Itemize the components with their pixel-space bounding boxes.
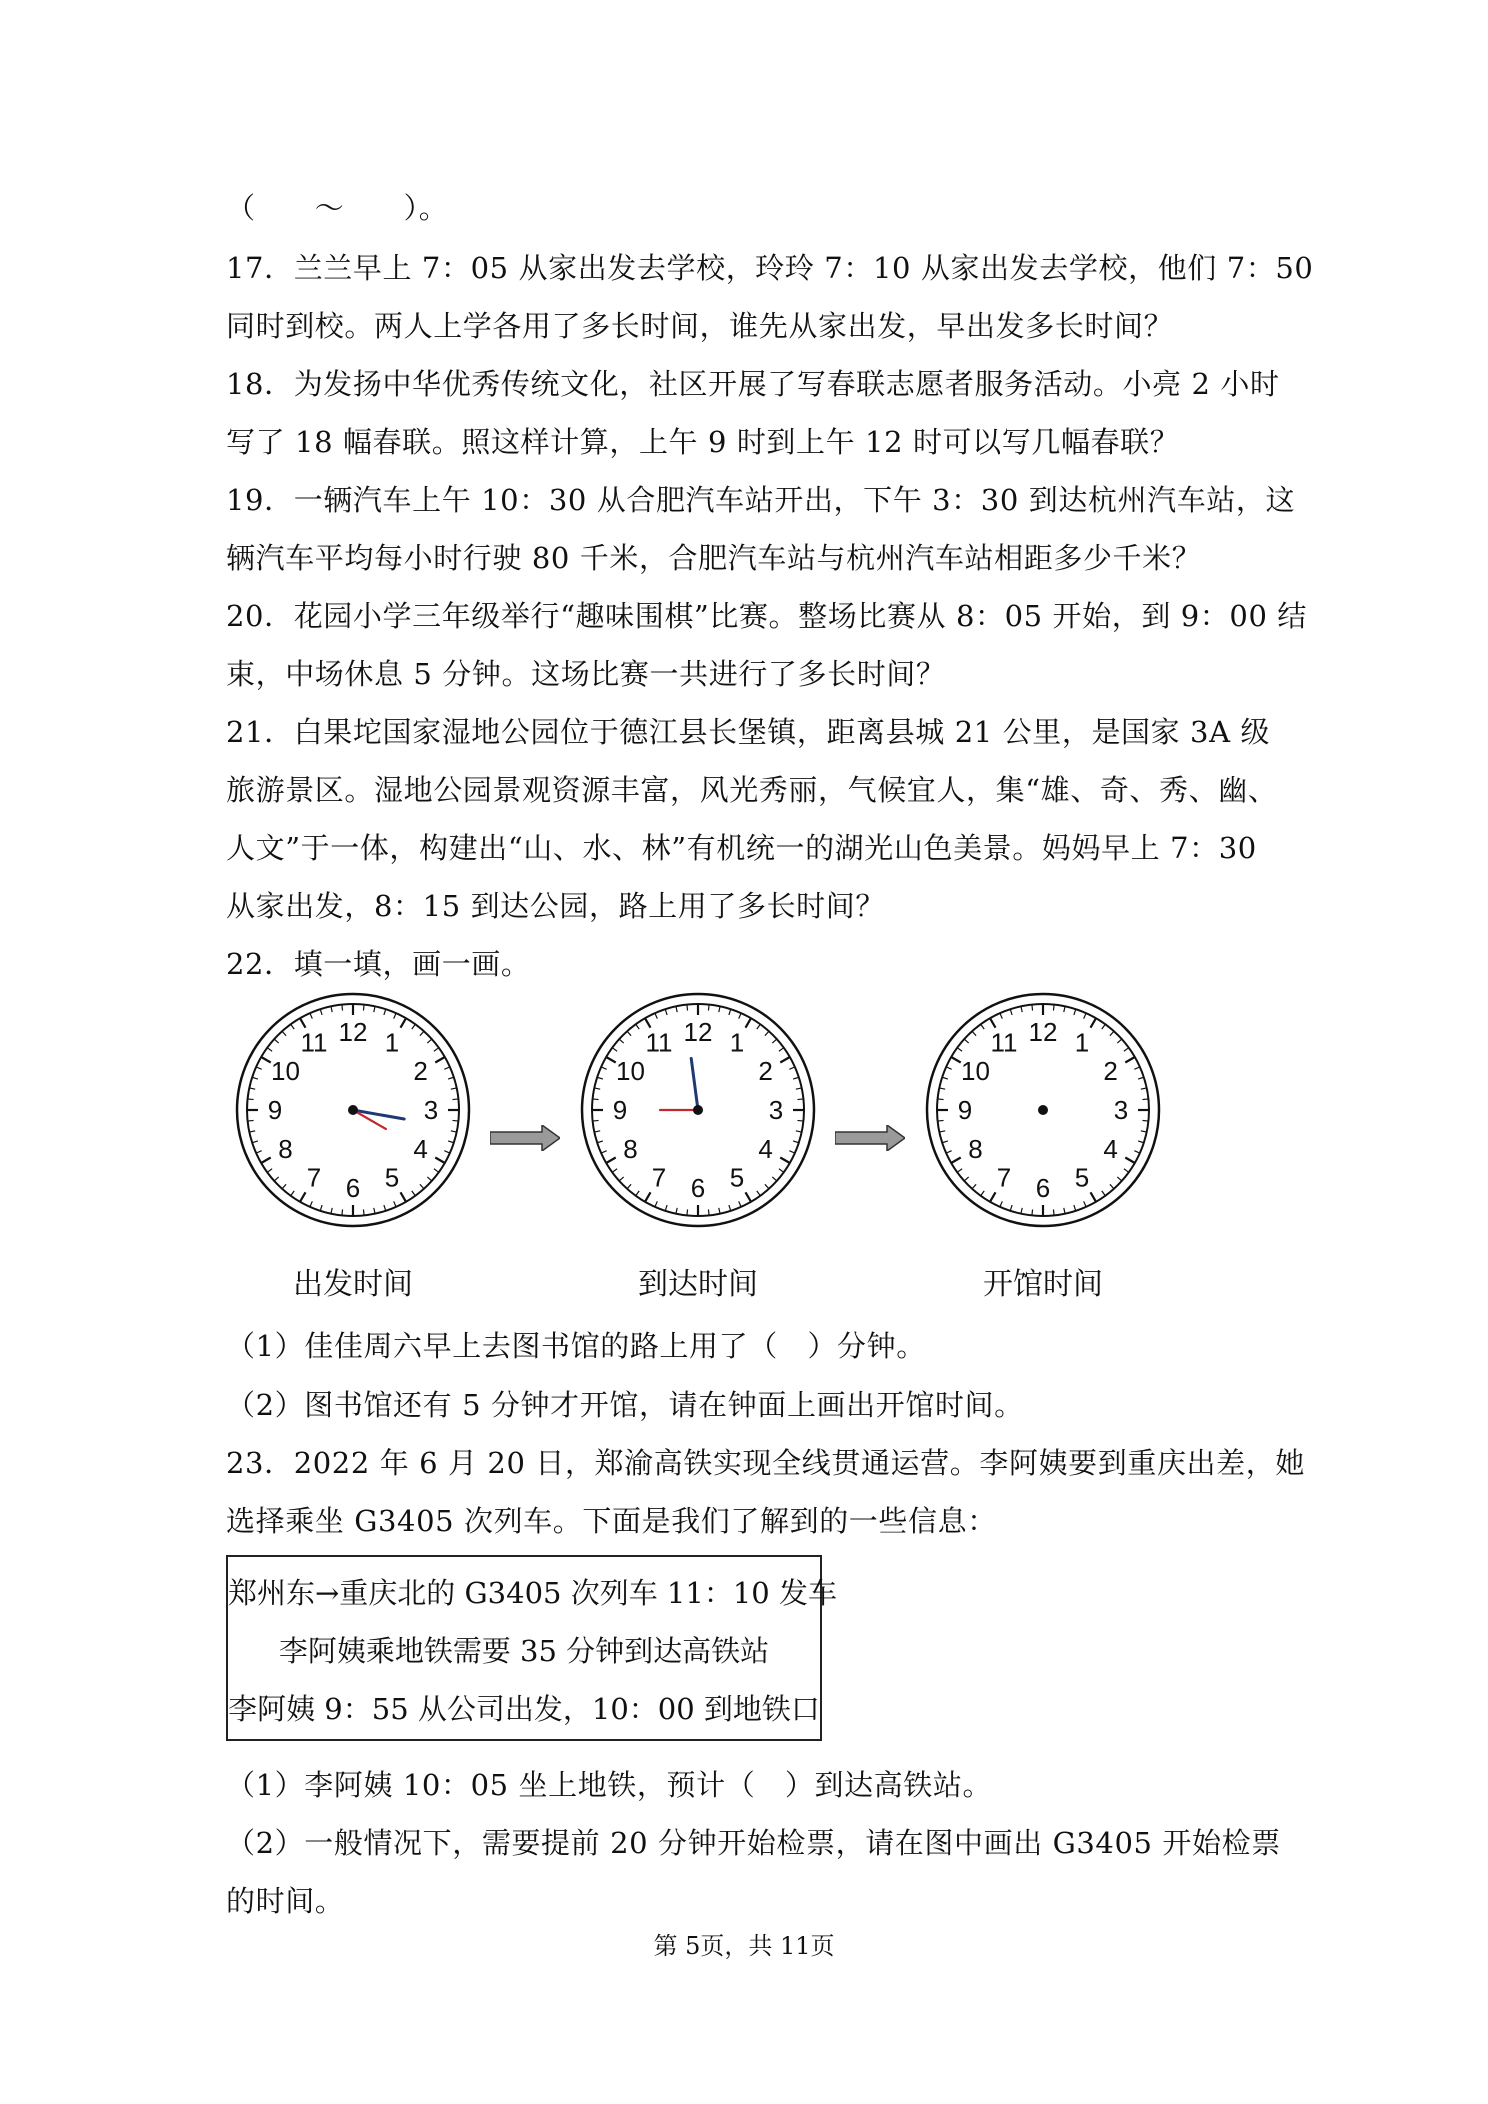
minute-tick — [1032, 1005, 1033, 1011]
question-19-line-2: 辆汽车平均每小时行驶 80 千米，合肥汽车站与杭州汽车站相距多少千米？ — [226, 541, 1202, 575]
clock-number: 6 — [690, 1173, 706, 1203]
clock-departure — [233, 990, 473, 1230]
question-23-part-2-line-2: 的时间。 — [226, 1884, 345, 1918]
page-footer: 第 5页，共 11页 — [653, 1932, 835, 1960]
clock-number: 1 — [1074, 1027, 1090, 1058]
question-18-line-1: 18．为发扬中华优秀传统文化，社区开展了写春联志愿者服务活动。小亮 2 小时 — [226, 367, 1280, 401]
minute-tick — [342, 1209, 343, 1215]
minute-tick — [1142, 1120, 1148, 1121]
minute-tick — [248, 1120, 254, 1121]
question-21-line-4: 从家出发，8：15 到达公园，路上用了多长时间？ — [226, 889, 885, 923]
arrow-right-icon — [835, 1125, 905, 1151]
clock-number: 5 — [384, 1162, 400, 1193]
question-22-title: 22．填一填，画一画。 — [226, 947, 531, 981]
question-21-line-1: 21．白果坨国家湿地公园位于德江县长堡镇，距离县城 21 公里，是国家 3A 级 — [226, 715, 1271, 749]
question-17-line-2: 同时到校。两人上学各用了多长时间，谁先从家出发，早出发多长时间？ — [226, 309, 1174, 343]
clock-number: 11 — [645, 1027, 673, 1058]
clock-number: 6 — [345, 1173, 361, 1203]
clock-number: 1 — [384, 1027, 400, 1058]
minute-tick — [452, 1099, 458, 1100]
question-21-line-2: 旅游景区。湿地公园景观资源丰富，风光秀丽，气候宜人，集“雄、奇、秀、幽、 — [226, 773, 1278, 807]
question-23-part-2-line-1: （2）一般情况下，需要提前 20 分钟开始检票，请在图中画出 G3405 开始检票 — [226, 1826, 1281, 1860]
clock-opening[interactable] — [923, 990, 1163, 1230]
clock-number: 3 — [768, 1095, 784, 1125]
clock-number: 10 — [615, 1056, 645, 1086]
answer-blank-line: （ ～ ）。 — [226, 191, 449, 225]
clock-number: 8 — [968, 1134, 983, 1164]
clock-number: 9 — [957, 1095, 973, 1125]
clock-number: 3 — [1113, 1095, 1129, 1125]
minute-tick — [687, 1005, 688, 1011]
question-20-line-1: 20．花园小学三年级举行“趣味围棋”比赛。整场比赛从 8：05 开始，到 9：00 结 — [226, 599, 1307, 633]
minute-tick — [1032, 1209, 1033, 1215]
clock-number: 1 — [729, 1027, 745, 1058]
clock-label-opening: 开馆时间 — [983, 1267, 1103, 1302]
minute-tick — [797, 1099, 803, 1100]
question-19-line-1: 19．一辆汽车上午 10：30 从合肥汽车站开出，下午 3：30 到达杭州汽车站，这 — [226, 483, 1296, 517]
clock-number: 11 — [300, 1027, 328, 1058]
minute-tick — [593, 1120, 599, 1121]
clock-face-opening[interactable] — [923, 990, 1163, 1230]
clock-number: 12 — [338, 1017, 368, 1047]
question-20-line-2: 束，中场休息 5 分钟。这场比赛一共进行了多长时间？ — [226, 657, 946, 691]
clock-number: 4 — [413, 1134, 428, 1164]
minute-tick — [248, 1099, 254, 1100]
clock-number: 5 — [1074, 1162, 1090, 1193]
clock-number: 2 — [758, 1056, 773, 1086]
clock-number: 6 — [1035, 1173, 1051, 1203]
info-line-departure: 李阿姨 9：55 从公司出发，10：00 到地铁口 — [228, 1692, 820, 1726]
minute-tick — [708, 1209, 709, 1215]
minute-tick — [708, 1005, 709, 1011]
minute-tick — [363, 1005, 364, 1011]
clock-number: 7 — [306, 1162, 322, 1193]
question-22-part-2: （2）图书馆还有 5 分钟才开馆，请在钟面上画出开馆时间。 — [226, 1388, 1024, 1422]
minute-tick — [342, 1005, 343, 1011]
clock-face-arrival — [578, 990, 818, 1230]
clock-number: 2 — [1103, 1056, 1118, 1086]
minute-tick — [687, 1209, 688, 1215]
minute-tick — [1142, 1099, 1148, 1100]
clock-number: 2 — [413, 1056, 428, 1086]
clock-label-arrival: 到达时间 — [638, 1267, 758, 1302]
clock-number: 7 — [651, 1162, 667, 1193]
clock-number: 9 — [612, 1095, 628, 1125]
minute-tick — [363, 1209, 364, 1215]
minute-tick — [452, 1120, 458, 1121]
clock-number: 8 — [278, 1134, 293, 1164]
info-line-train: 郑州东→重庆北的 G3405 次列车 11：10 发车 — [228, 1576, 837, 1610]
train-info-box — [226, 1555, 837, 1741]
clock-number: 12 — [683, 1017, 713, 1047]
question-23-line-2: 选择乘坐 G3405 次列车。下面是我们了解到的一些信息： — [226, 1504, 997, 1538]
minute-tick — [1053, 1209, 1054, 1215]
question-21-line-3: 人文”于一体，构建出“山、水、林”有机统一的湖光山色美景。妈妈早上 7：30 — [226, 831, 1257, 865]
clock-center-dot — [1038, 1105, 1048, 1115]
clock-label-departure: 出发时间 — [293, 1267, 413, 1302]
minute-tick — [1053, 1005, 1054, 1011]
clock-number: 10 — [960, 1056, 990, 1086]
question-18-line-2: 写了 18 幅春联。照这样计算，上午 9 时到上午 12 时可以写几幅春联？ — [226, 425, 1180, 459]
minute-tick — [797, 1120, 803, 1121]
clock-number: 10 — [270, 1056, 300, 1086]
clock-number: 7 — [996, 1162, 1012, 1193]
clock-number: 4 — [758, 1134, 773, 1164]
info-line-subway: 李阿姨乘地铁需要 35 分钟到达高铁站 — [278, 1634, 770, 1668]
clock-arrival — [578, 990, 818, 1230]
question-23-part-1: （1）李阿姨 10：05 坐上地铁，预计（ ）到达高铁站。 — [226, 1768, 993, 1802]
clock-number: 3 — [423, 1095, 439, 1125]
minute-tick — [593, 1099, 599, 1100]
question-17-line-1: 17．兰兰早上 7：05 从家出发去学校，玲玲 7：10 从家出发去学校，他们 7：50 — [226, 251, 1314, 285]
arrow-right-icon — [490, 1125, 560, 1151]
clock-face-departure — [233, 990, 473, 1230]
question-23-line-1: 23．2022 年 6 月 20 日，郑渝高铁实现全线贯通运营。李阿姨要到重庆出差，她 — [226, 1446, 1305, 1480]
minute-tick — [938, 1099, 944, 1100]
question-22-part-1: （1）佳佳周六早上去图书馆的路上用了（ ）分钟。 — [226, 1329, 926, 1363]
clock-number: 11 — [990, 1027, 1018, 1058]
minute-tick — [938, 1120, 944, 1121]
clock-number: 12 — [1028, 1017, 1058, 1047]
clock-center-dot — [348, 1105, 358, 1115]
clock-number: 9 — [267, 1095, 283, 1125]
clock-number: 4 — [1103, 1134, 1118, 1164]
clock-number: 8 — [623, 1134, 638, 1164]
clock-center-dot — [693, 1105, 703, 1115]
clock-number: 5 — [729, 1162, 745, 1193]
